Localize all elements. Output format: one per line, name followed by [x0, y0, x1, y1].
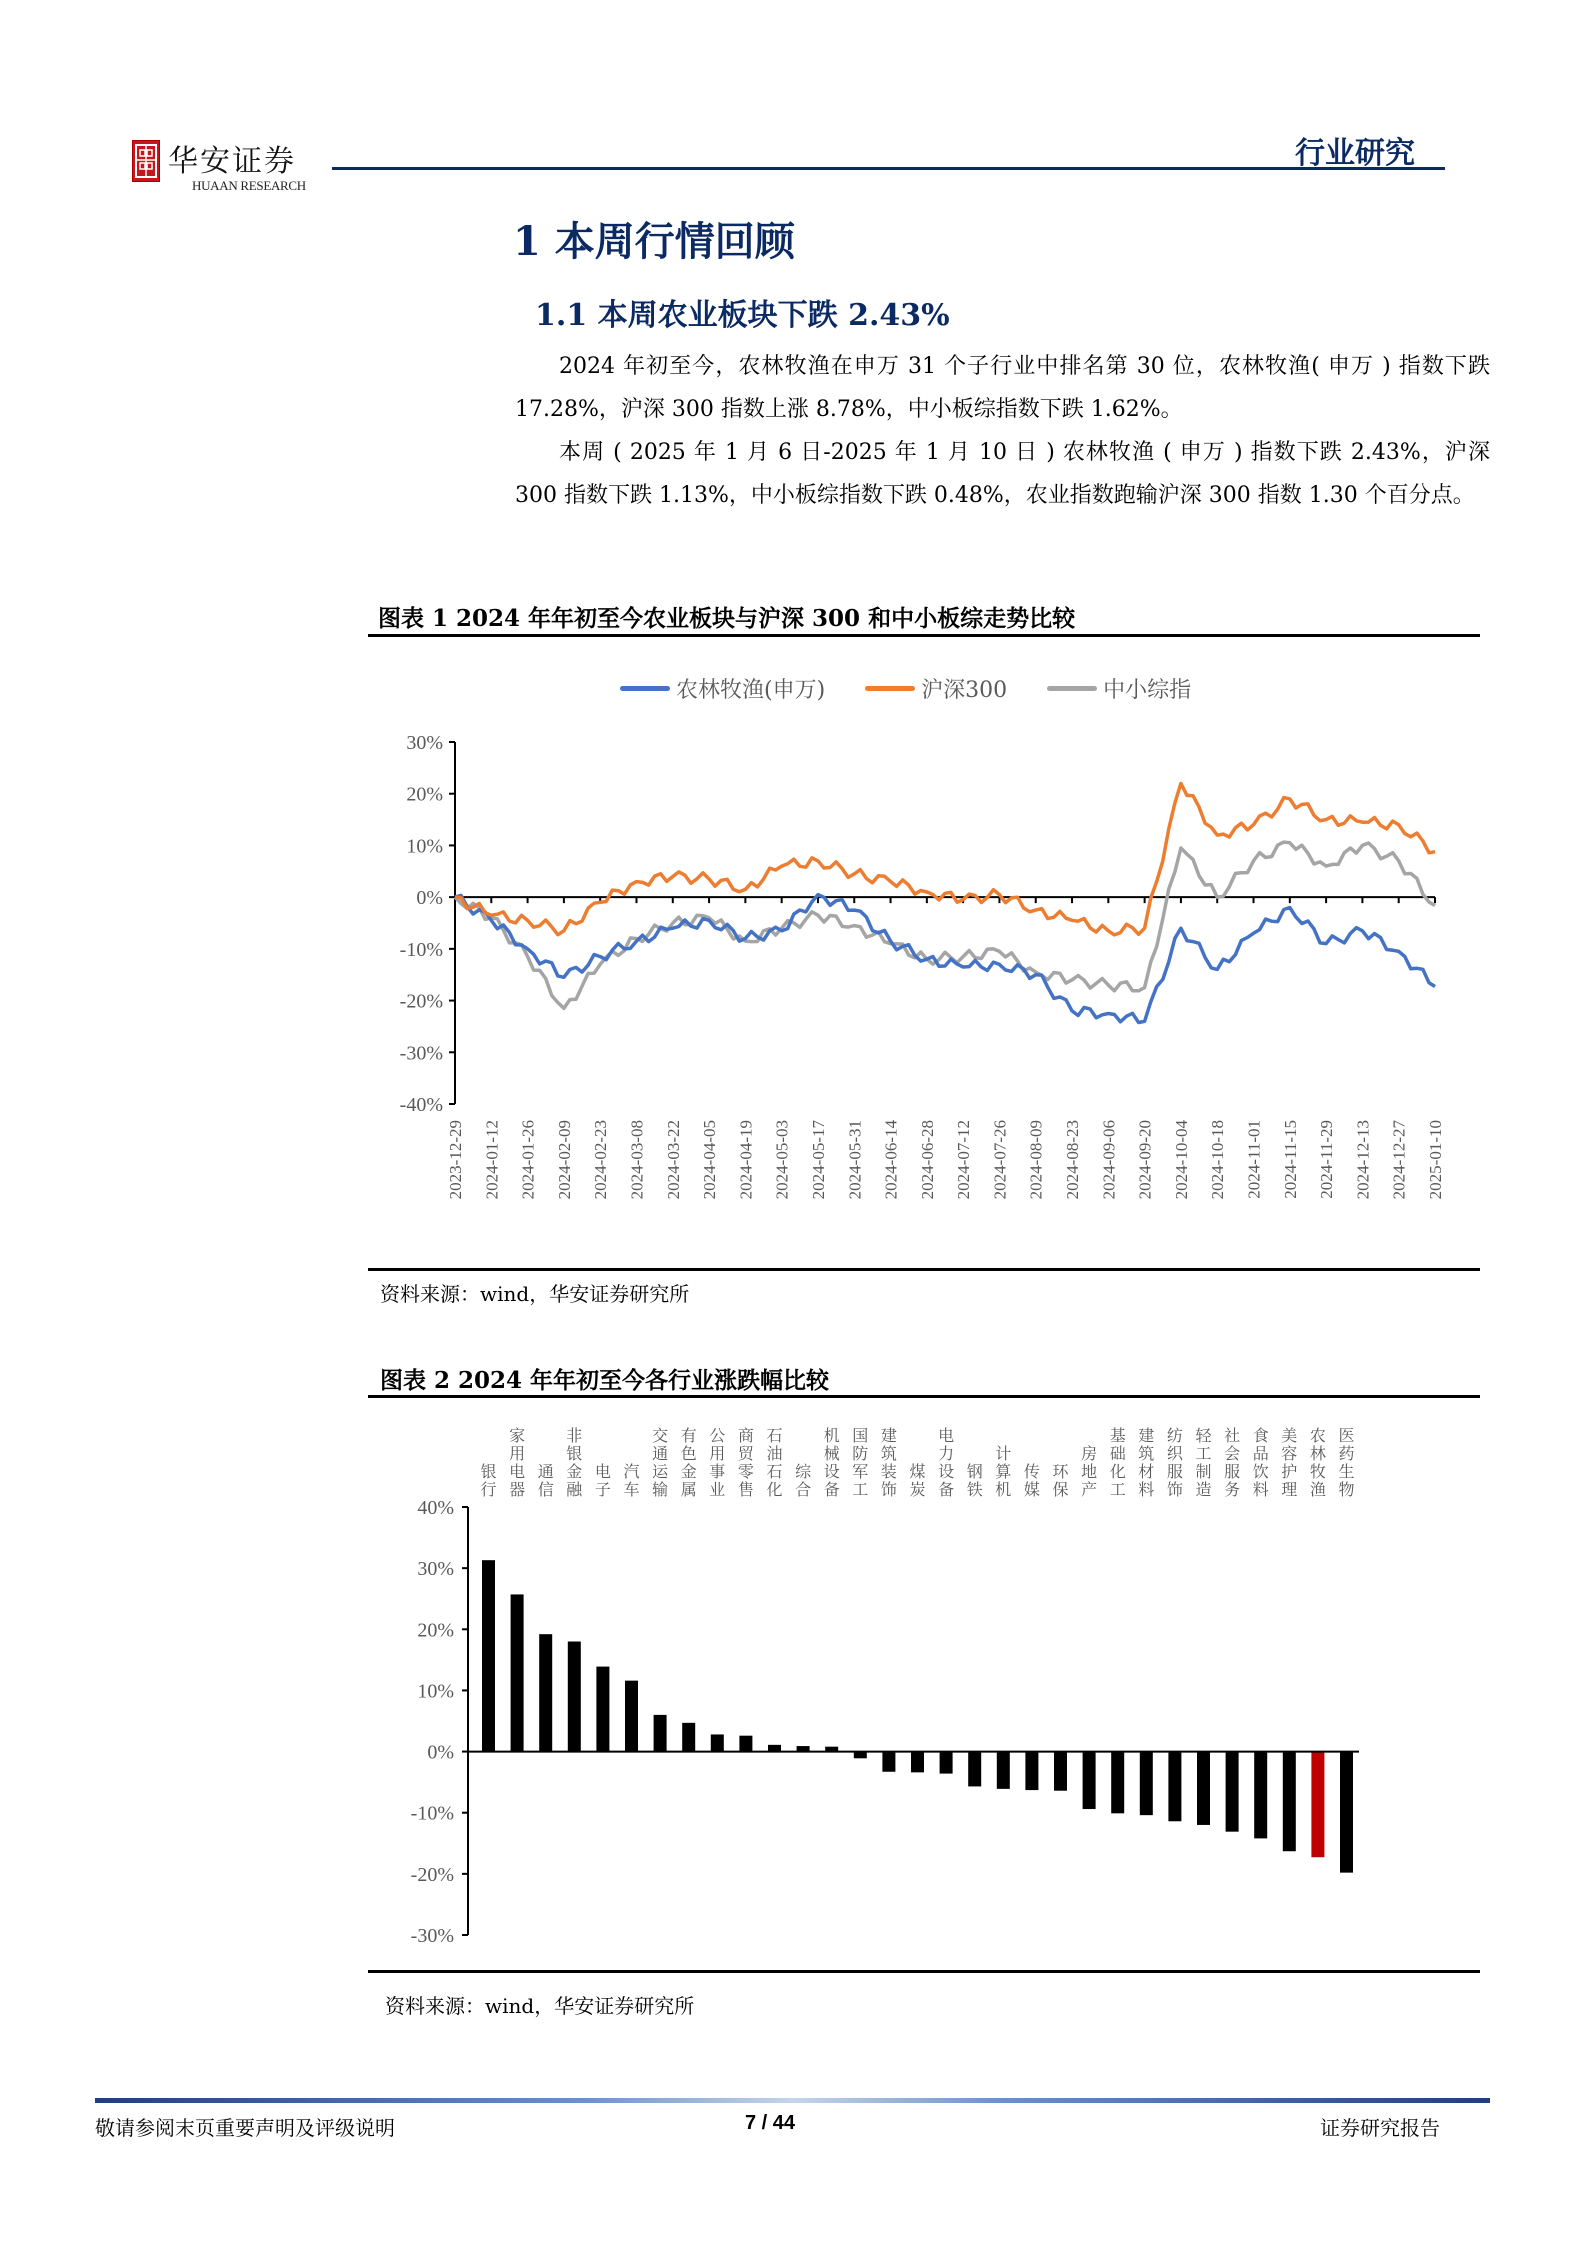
figure1-legend [620, 673, 1191, 704]
bar [1226, 1752, 1239, 1832]
legend-swatch-gray-icon [1047, 686, 1097, 691]
category-label: 理 [1281, 1482, 1298, 1499]
category-label: 础 [1109, 1446, 1126, 1463]
heading-2: 1.1 本周农业板块下跌 2.43% [535, 298, 950, 333]
x-tick-label: 2024-05-03 [772, 1120, 792, 1200]
x-tick-label: 2024-03-22 [663, 1120, 683, 1200]
category-label: 融 [566, 1482, 583, 1499]
category-label: 防 [852, 1446, 869, 1463]
x-tick-label: 2024-05-17 [808, 1120, 828, 1200]
y-tick-label: -40% [399, 1094, 443, 1116]
x-tick-label: 2024-11-01 [1244, 1120, 1264, 1199]
category-label: 石 [766, 1428, 783, 1445]
category-label: 电 [509, 1464, 526, 1481]
category-label: 合 [795, 1482, 812, 1499]
footer-divider [95, 2098, 1490, 2103]
category-label: 公 [709, 1428, 726, 1445]
x-tick-label: 2023-12-29 [446, 1120, 465, 1200]
x-tick-label: 2024-01-26 [518, 1120, 538, 1200]
category-label: 子 [594, 1482, 611, 1499]
category-label: 务 [1224, 1482, 1241, 1499]
category-label: 售 [737, 1482, 754, 1499]
bar [997, 1752, 1010, 1789]
category-label: 制 [1195, 1464, 1212, 1481]
category-label: 会 [1224, 1446, 1241, 1463]
y-tick-label: 0% [427, 1741, 454, 1764]
category-label: 农 [1309, 1428, 1326, 1445]
heading-1: 1 本周行情回顾 [513, 218, 795, 265]
category-label: 机 [823, 1428, 840, 1445]
x-tick-label: 2024-12-13 [1353, 1120, 1373, 1200]
bar [1140, 1752, 1153, 1816]
huaan-logo-icon [132, 140, 160, 182]
category-label: 药 [1338, 1446, 1355, 1463]
bar [1054, 1752, 1067, 1791]
bar [1311, 1752, 1324, 1858]
category-label: 用 [709, 1446, 726, 1463]
category-label: 银 [566, 1446, 583, 1463]
x-tick-label: 2024-04-05 [700, 1120, 720, 1200]
category-label: 建 [1138, 1428, 1155, 1445]
x-tick-label: 2024-09-20 [1135, 1120, 1155, 1200]
category-label: 通 [537, 1464, 554, 1481]
category-label: 设 [938, 1464, 955, 1481]
category-label: 力 [938, 1446, 955, 1463]
bar [511, 1594, 524, 1751]
y-tick-label: -10% [399, 938, 443, 961]
figure2-source: 资料来源：wind，华安证券研究所 [385, 1994, 695, 2018]
category-label: 筑 [880, 1446, 897, 1463]
bar [911, 1752, 924, 1773]
figure1-top-rule [368, 634, 1480, 637]
category-label: 饰 [880, 1482, 897, 1499]
category-label: 护 [1281, 1464, 1298, 1481]
legend-label: 农林牧渔(申万) [676, 678, 826, 703]
bar [1197, 1752, 1210, 1825]
category-label: 炭 [909, 1482, 926, 1499]
category-label: 筑 [1138, 1446, 1155, 1463]
category-label: 织 [1166, 1446, 1183, 1463]
category-label: 料 [1252, 1482, 1269, 1499]
bar [968, 1752, 981, 1787]
x-tick-label: 2024-10-18 [1208, 1120, 1228, 1200]
figure2-top-rule [368, 1395, 1480, 1398]
bar [625, 1681, 638, 1752]
series-line-0 [455, 895, 1435, 1023]
logo-chinese-name: 华安证券 [168, 144, 296, 179]
bar [482, 1560, 495, 1751]
category-label: 饮 [1252, 1464, 1269, 1481]
bar [940, 1752, 953, 1774]
category-label: 渔 [1309, 1482, 1326, 1499]
category-label: 服 [1224, 1464, 1241, 1481]
category-label: 交 [652, 1428, 669, 1445]
figure1-source: 资料来源：wind，华安证券研究所 [380, 1282, 690, 1306]
category-label: 食 [1252, 1428, 1269, 1445]
category-label: 有 [680, 1428, 697, 1445]
category-label: 属 [680, 1482, 697, 1499]
footer-doc-type: 证券研究报告 [1320, 2116, 1440, 2140]
bar [1025, 1752, 1038, 1791]
category-label: 机 [995, 1482, 1012, 1499]
category-label: 美 [1281, 1428, 1298, 1445]
category-label: 纺 [1166, 1428, 1183, 1445]
category-label: 房 [1081, 1446, 1098, 1463]
x-tick-label: 2024-12-27 [1389, 1120, 1409, 1200]
category-label: 物 [1338, 1482, 1355, 1499]
y-tick-label: 20% [406, 783, 443, 806]
category-label: 料 [1138, 1482, 1155, 1499]
category-label: 保 [1052, 1482, 1069, 1499]
y-tick-label: -20% [410, 1863, 454, 1886]
bar [1340, 1752, 1353, 1873]
x-tick-label: 2024-11-29 [1317, 1120, 1337, 1199]
x-tick-label: 2024-03-08 [627, 1120, 647, 1200]
x-tick-label: 2024-07-12 [954, 1120, 974, 1200]
header-divider [332, 167, 1445, 170]
legend-item-sme [1047, 673, 1191, 704]
y-tick-label: 0% [416, 887, 443, 910]
y-tick-label: 40% [417, 1497, 454, 1519]
category-label: 家 [509, 1428, 526, 1445]
bar [1168, 1752, 1181, 1822]
category-label: 林 [1309, 1446, 1326, 1463]
footer-disclaimer: 敬请参阅末页重要声明及评级说明 [95, 2116, 395, 2140]
page-number: 7 / 44 [745, 2112, 796, 2134]
y-tick-label: -30% [410, 1925, 454, 1947]
category-label: 备 [938, 1482, 955, 1499]
legend-label: 中小综指 [1103, 678, 1192, 703]
x-tick-label: 2024-06-14 [881, 1120, 901, 1200]
category-label: 设 [823, 1464, 840, 1481]
category-label: 算 [995, 1464, 1012, 1481]
category-label: 轻 [1195, 1428, 1212, 1445]
y-tick-label: -20% [399, 990, 443, 1013]
bar [568, 1642, 581, 1752]
x-tick-label: 2024-08-23 [1063, 1120, 1083, 1200]
bar [854, 1752, 867, 1759]
paragraph-ytd: 2024 年初至今，农林牧渔在申万 31 个子行业中排名第 30 位，农林牧渔( 申万 ) 指数下跌 17.28%，沪深 300 指数上涨 8.78%，中小板综指数下跌 1.62%。 [515, 354, 1490, 422]
category-label: 工 [852, 1482, 869, 1499]
category-label: 信 [537, 1482, 554, 1499]
paragraph-week: 本周 ( 2025 年 1 月 6 日-2025 年 1 月 10 日 ) 农林牧渔 ( 申万 ) 指数下跌 2.43%，沪深 300 指数下跌 1.13%，中小板综指数下跌 0.48%，农业指数跑输沪深 300 指数 1.30 个百分点。 [515, 440, 1490, 508]
category-label: 银 [480, 1464, 497, 1481]
category-label: 钢 [966, 1464, 983, 1481]
y-tick-label: -10% [410, 1802, 454, 1825]
figure1-line-chart [368, 720, 1480, 1260]
category-label: 械 [823, 1446, 840, 1463]
category-label: 环 [1052, 1464, 1069, 1481]
bar [739, 1736, 752, 1752]
y-tick-label: 10% [417, 1680, 454, 1703]
series-line-1 [455, 783, 1435, 935]
x-tick-label: 2024-07-26 [990, 1120, 1010, 1200]
category-label: 计 [995, 1446, 1012, 1463]
category-label: 化 [766, 1482, 783, 1499]
category-label: 造 [1195, 1482, 1212, 1499]
category-label: 工 [1195, 1446, 1212, 1463]
category-label: 运 [652, 1464, 669, 1481]
category-label: 产 [1081, 1482, 1098, 1499]
logo-seal-icon [133, 141, 159, 181]
bar [539, 1634, 552, 1751]
category-label: 业 [709, 1482, 726, 1499]
x-tick-label: 2024-01-12 [482, 1120, 502, 1200]
category-label: 金 [680, 1464, 697, 1481]
category-label: 备 [823, 1482, 840, 1499]
bar [1283, 1752, 1296, 1852]
legend-swatch-blue-icon [620, 686, 670, 691]
x-tick-label: 2024-09-06 [1099, 1120, 1119, 1200]
legend-swatch-orange-icon [865, 686, 915, 691]
category-label: 汽 [623, 1464, 640, 1481]
bar [711, 1734, 724, 1751]
category-label: 传 [1023, 1464, 1040, 1481]
category-label: 饰 [1166, 1482, 1183, 1499]
x-tick-label: 2024-02-09 [554, 1120, 574, 1200]
y-tick-label: 30% [417, 1558, 454, 1581]
legend-item-hs300 [865, 673, 1007, 704]
x-tick-label: 2024-05-31 [845, 1120, 865, 1200]
bar [654, 1715, 667, 1752]
category-label: 基 [1109, 1428, 1126, 1445]
bar [1111, 1752, 1124, 1814]
category-label: 用 [509, 1446, 526, 1463]
category-label: 国 [852, 1428, 869, 1445]
category-label: 行 [480, 1482, 497, 1499]
x-tick-label: 2024-02-23 [591, 1120, 611, 1200]
x-tick-label: 2025-01-10 [1426, 1120, 1445, 1200]
category-label: 车 [623, 1482, 640, 1499]
legend-label: 沪深300 [921, 678, 1008, 703]
category-label: 媒 [1023, 1482, 1040, 1499]
category-label: 贸 [737, 1446, 754, 1463]
category-label: 生 [1338, 1464, 1355, 1481]
x-tick-label: 2024-08-09 [1026, 1120, 1046, 1200]
figure2-title: 图表 2 2024 年年初至今各行业涨跌幅比较 [380, 1367, 830, 1394]
bar [1254, 1752, 1267, 1839]
category-label: 石 [766, 1464, 783, 1481]
x-tick-label: 2024-11-15 [1280, 1120, 1300, 1199]
category-label: 输 [652, 1482, 669, 1499]
section-tag: 行业研究 [1295, 136, 1415, 171]
x-tick-label: 2024-04-19 [736, 1120, 756, 1200]
series-line-2 [455, 842, 1435, 1008]
category-label: 地 [1081, 1464, 1098, 1481]
category-label: 医 [1338, 1428, 1355, 1445]
category-label: 器 [509, 1482, 526, 1499]
category-label: 非 [566, 1428, 583, 1445]
category-label: 化 [1109, 1464, 1126, 1481]
category-label: 军 [852, 1464, 869, 1481]
category-label: 电 [938, 1428, 955, 1445]
bar [596, 1667, 609, 1752]
legend-item-agri [620, 673, 825, 704]
bar [768, 1745, 781, 1752]
y-tick-label: 10% [406, 835, 443, 858]
category-label: 建 [880, 1428, 897, 1445]
figure1-bottom-rule [368, 1268, 1480, 1271]
category-label: 综 [795, 1464, 812, 1481]
y-tick-label: 20% [417, 1619, 454, 1642]
category-label: 零 [737, 1464, 754, 1481]
category-label: 金 [566, 1464, 583, 1481]
category-label: 装 [880, 1464, 897, 1481]
x-tick-label: 2024-06-28 [917, 1120, 937, 1200]
category-label: 油 [766, 1446, 783, 1463]
category-label: 容 [1281, 1446, 1298, 1463]
y-tick-label: 30% [406, 732, 443, 754]
category-label: 社 [1224, 1428, 1241, 1445]
category-label: 材 [1138, 1464, 1155, 1481]
category-label: 品 [1252, 1446, 1269, 1463]
category-label: 工 [1109, 1482, 1126, 1499]
category-label: 色 [680, 1446, 697, 1463]
category-label: 服 [1166, 1464, 1183, 1481]
bar [682, 1723, 695, 1752]
category-label: 铁 [966, 1482, 983, 1499]
category-label: 煤 [909, 1464, 926, 1481]
bar [1083, 1752, 1096, 1809]
category-label: 电 [594, 1464, 611, 1481]
bar [882, 1752, 895, 1772]
category-label: 牧 [1309, 1464, 1326, 1481]
logo-english-name: HUAAN RESEARCH [192, 178, 306, 193]
y-tick-label: -30% [399, 1042, 443, 1065]
figure1-title: 图表 1 2024 年年初至今农业板块与沪深 300 和中小板综走势比较 [378, 605, 1076, 632]
category-label: 事 [709, 1464, 726, 1481]
category-label: 商 [737, 1428, 754, 1445]
figure2-bottom-rule [368, 1970, 1480, 1973]
figure2-bar-chart [368, 1405, 1480, 1965]
x-tick-label: 2024-10-04 [1171, 1120, 1191, 1200]
category-label: 通 [652, 1446, 669, 1463]
